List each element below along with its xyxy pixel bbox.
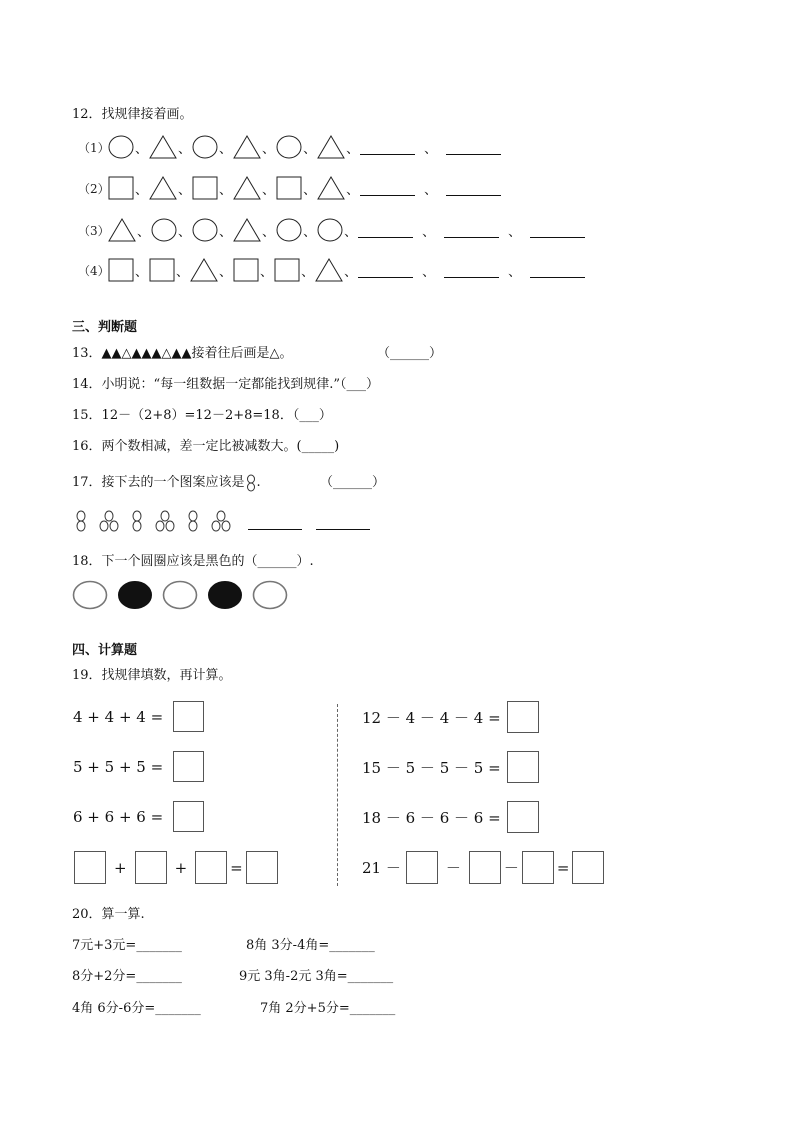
circle-icon (192, 135, 218, 159)
separator: 、 (219, 264, 233, 280)
separator: 、 (303, 182, 317, 198)
separator: 、 (346, 182, 360, 198)
triangle-icon (233, 218, 261, 242)
q19-plus-sign: + (174, 858, 188, 877)
q12-answer-blank[interactable] (446, 140, 501, 155)
separator: 、 (178, 182, 192, 198)
q12-row-label: （2） (78, 181, 110, 196)
q19-right-row-1 (362, 701, 539, 733)
separator: 、 (135, 264, 149, 280)
q15-text: 15．12－（2+8）=12－2+8=18．（___） (72, 408, 332, 423)
q18-text: 18．下一个圆圈应该是黑色的（______）. (72, 554, 314, 569)
square-icon (192, 176, 218, 200)
q13-text: 13．▲▲△▲▲▲△▲▲接着往后画是△。 (72, 346, 293, 361)
separator: 、 (424, 141, 438, 157)
double-loop-icon (74, 510, 88, 532)
q12-answer-blank[interactable] (530, 223, 585, 238)
double-loop-icon (245, 474, 257, 492)
black-circle-icon (117, 580, 153, 610)
q12-answer-blank[interactable] (446, 181, 501, 196)
black-circle-icon (207, 580, 243, 610)
separator: 、 (344, 264, 358, 280)
separator: 、 (508, 264, 522, 280)
q12-row (78, 173, 501, 203)
q17-line (72, 471, 261, 492)
separator: 、 (262, 182, 276, 198)
q19-left-row-1 (73, 701, 204, 732)
triangle-icon (317, 135, 345, 159)
q17-text: 17．接下去的一个图案应该是 (72, 475, 245, 490)
q19-answer-box[interactable] (572, 851, 604, 884)
q19-answer-box[interactable] (406, 851, 438, 884)
square-icon (276, 176, 302, 200)
q12-title: 12．找规律接着画。 (72, 107, 193, 122)
circle-icon (276, 218, 302, 242)
q20-item: 7角 2分+5分=_______ (260, 1001, 396, 1016)
triple-loop-icon (99, 510, 119, 532)
separator: 、 (422, 224, 436, 240)
q13-answer-paren[interactable]: （______） (377, 346, 443, 361)
q12-row (78, 132, 501, 162)
separator: 、 (219, 141, 233, 157)
triple-loop-icon (155, 510, 175, 532)
q19-answer-box[interactable] (507, 701, 539, 733)
circle-icon (192, 218, 218, 242)
white-circle-icon (162, 580, 198, 610)
separator: 、 (135, 182, 149, 198)
separator: 、 (178, 224, 192, 240)
separator: 、 (508, 224, 522, 240)
q12-row (78, 255, 585, 285)
q19-left-row-2 (73, 751, 204, 782)
triangle-icon (233, 176, 261, 200)
white-circle-icon (72, 580, 108, 610)
triangle-icon (149, 176, 177, 200)
q20-item: 7元+3元=_______ (72, 938, 182, 953)
q12-row-label: （3） (78, 223, 110, 238)
q19-answer-box[interactable] (173, 751, 204, 782)
q20-item: 4角 6分-6分=_______ (72, 1001, 201, 1016)
double-loop-icon (130, 510, 144, 532)
q20-item: 9元 3角-2元 3角=_______ (239, 969, 394, 984)
circle-icon (317, 218, 343, 242)
q18-circles (72, 580, 297, 610)
q19-equals-sign: = (230, 858, 243, 877)
triangle-icon (315, 258, 343, 282)
triangle-icon (317, 176, 345, 200)
q19-answer-box[interactable] (507, 801, 539, 833)
q19-answer-box[interactable] (74, 851, 106, 884)
q12-row (78, 215, 585, 245)
q17-tail: . (256, 475, 261, 490)
separator: 、 (135, 141, 149, 157)
q12-answer-blank[interactable] (530, 263, 585, 278)
white-circle-icon (252, 580, 288, 610)
separator: 、 (344, 224, 358, 240)
separator: 、 (301, 264, 315, 280)
q19-answer-box[interactable] (173, 801, 204, 832)
separator: 、 (303, 224, 317, 240)
q20-item: 8角 3分-4角=_______ (246, 938, 375, 953)
separator: 、 (219, 224, 233, 240)
q19-answer-box[interactable] (522, 851, 554, 884)
q19-right-row-4 (362, 851, 604, 884)
q19-right-expr-2: 15 － 5 － 5 － 5 = (362, 758, 501, 777)
q17-answer-blank[interactable] (248, 513, 302, 530)
separator: 、 (303, 141, 317, 157)
separator: 、 (219, 182, 233, 198)
q17-pattern (74, 510, 370, 532)
separator: 、 (346, 141, 360, 157)
q12-row-label: （4） (78, 263, 110, 278)
section-3-title: 三、判断题 (72, 320, 138, 335)
q16-text: 16．两个数相减，差一定比被减数大。(_____) (72, 439, 340, 454)
q19-divider (337, 704, 338, 886)
q12-answer-blank[interactable] (360, 140, 415, 155)
triangle-icon (190, 258, 218, 282)
section-4-title: 四、计算题 (72, 643, 138, 658)
q19-answer-box[interactable] (246, 851, 278, 884)
q20-title: 20．算一算. (72, 907, 145, 922)
q19-title: 19．找规律填数，再计算。 (72, 668, 232, 683)
triangle-icon (233, 135, 261, 159)
separator: 、 (260, 264, 274, 280)
q17-answer-blank[interactable] (316, 513, 370, 530)
q12-answer-blank[interactable] (358, 263, 413, 278)
q19-equals-sign: = (556, 858, 570, 877)
double-loop-icon (186, 510, 200, 532)
q19-left-row-3 (73, 801, 204, 832)
q14-text: 14．小明说：“每一组数据一定都能找到规律.”（___） (72, 377, 379, 392)
separator: 、 (262, 141, 276, 157)
separator: 、 (424, 182, 438, 198)
q19-left-expr-3: 6 + 6 + 6 = (73, 807, 164, 826)
q12-answer-blank[interactable] (444, 263, 499, 278)
q19-answer-box[interactable] (135, 851, 167, 884)
q19-right-row-3 (362, 801, 539, 833)
q19-left-expr-2: 5 + 5 + 5 = (73, 757, 164, 776)
separator: 、 (178, 141, 192, 157)
q12-answer-blank[interactable] (360, 181, 415, 196)
separator: 、 (176, 264, 190, 280)
q19-minus-sign: － (445, 859, 461, 877)
q19-right-expr-1: 12 － 4 － 4 － 4 = (362, 708, 501, 727)
square-icon (108, 176, 134, 200)
circle-icon (108, 135, 134, 159)
q12-row-label: （1） (78, 140, 110, 155)
separator: 、 (262, 224, 276, 240)
q12-answer-blank[interactable] (444, 223, 499, 238)
q19-right-start: 21 － (362, 859, 401, 877)
q19-plus-sign: + (114, 858, 127, 877)
square-icon (274, 258, 300, 282)
q19-answer-box[interactable] (195, 851, 227, 884)
q19-left-row-4 (74, 851, 278, 884)
q19-right-row-2 (362, 751, 539, 783)
square-icon (108, 258, 134, 282)
triangle-icon (149, 135, 177, 159)
q19-answer-box[interactable] (507, 751, 539, 783)
q19-right-expr-3: 18 － 6 － 6 － 6 = (362, 808, 501, 827)
q20-item: 8分+2分=_______ (72, 969, 182, 984)
q19-answer-box[interactable] (469, 851, 501, 884)
circle-icon (151, 218, 177, 242)
q12-answer-blank[interactable] (358, 223, 413, 238)
circle-icon (276, 135, 302, 159)
triple-loop-icon (211, 510, 231, 532)
q19-answer-box[interactable] (173, 701, 204, 732)
square-icon (233, 258, 259, 282)
q19-minus-sign: － (503, 859, 519, 877)
q19-left-expr-1: 4 + 4 + 4 = (73, 707, 164, 726)
q17-answer-paren[interactable]: （______） (320, 475, 386, 490)
square-icon (149, 258, 175, 282)
separator: 、 (137, 224, 151, 240)
triangle-icon (108, 218, 136, 242)
separator: 、 (422, 264, 436, 280)
